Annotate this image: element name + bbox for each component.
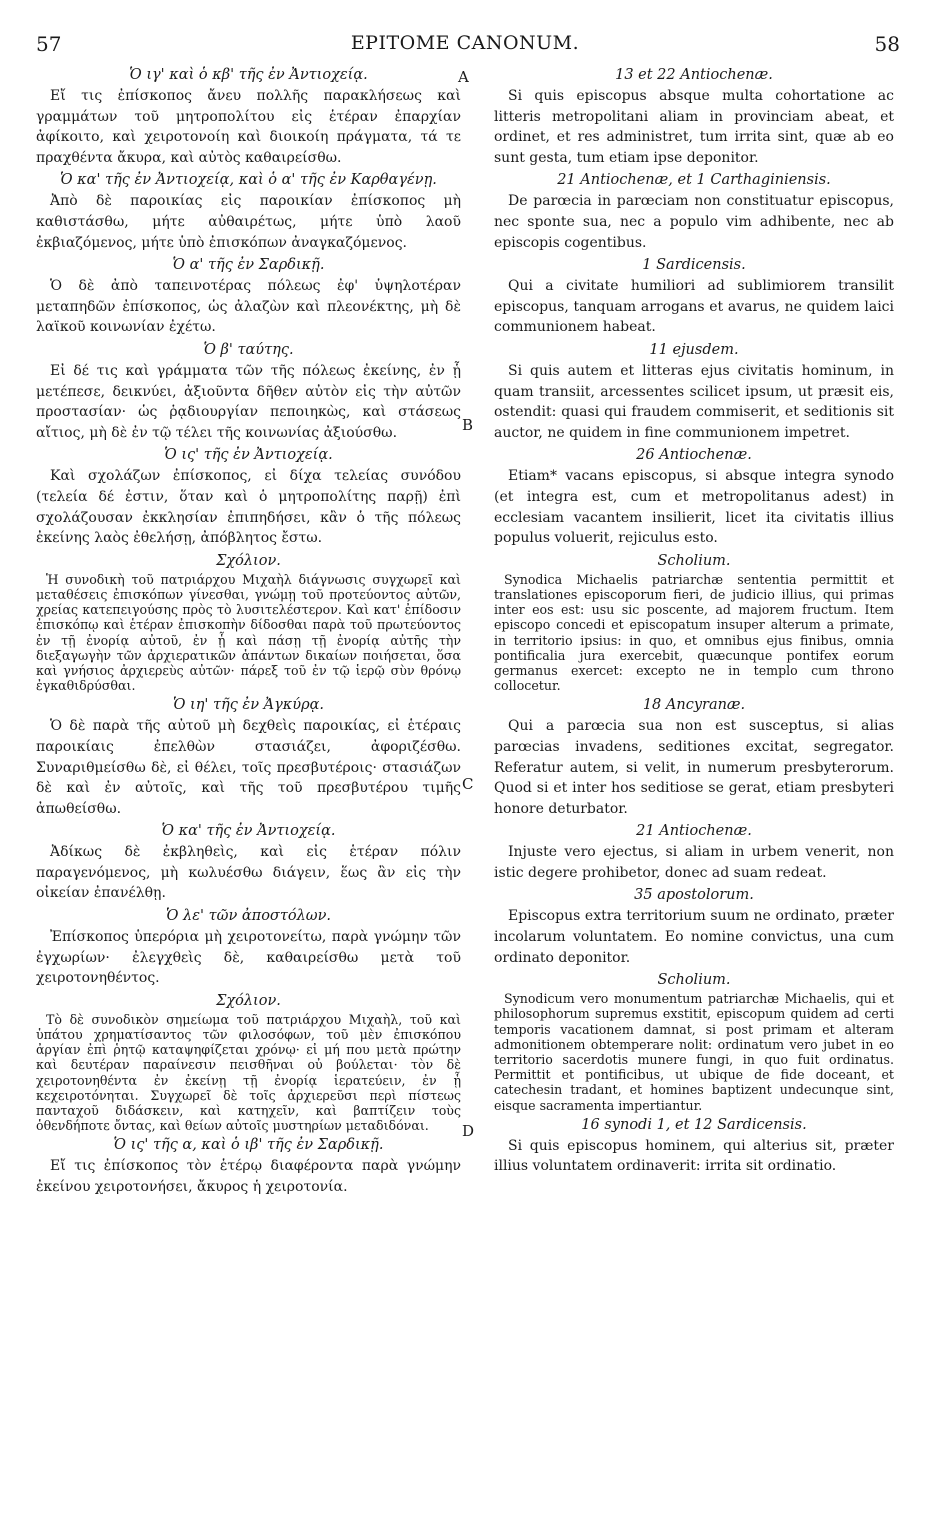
latin-scholium	[494, 552, 894, 694]
page-number-left: 57	[36, 32, 62, 56]
section-title: Ὁ β' ταύτης.	[203, 341, 294, 358]
section-text: Ὁ δὲ παρὰ τῆς αὐτοῦ μὴ δεχθεὶς παροικίας, εἰ ἑτέραις παροικίαις ἐπελθὼν στασιάζει, ἀφοριζέσθω. Συναριθμείσθω δὲ, εἰ θέλει, τοῖς πρεσβυτέροις· στασιάζων δὲ καὶ ἐν αὐτοῖς, καὶ τῆς τοῦ πρεσβυτέρου τιμῆς ἀπωθείσθω.	[36, 718, 461, 817]
greek-section	[36, 256, 461, 338]
page-number-right: 58	[874, 32, 900, 56]
latin-column	[494, 64, 894, 1180]
latin-section	[494, 341, 894, 443]
section-title: 11 ejusdem.	[649, 341, 739, 358]
latin-scholium	[494, 971, 894, 1113]
greek-section	[36, 907, 461, 989]
latin-section	[494, 1116, 894, 1177]
section-text: Ἀπὸ δὲ παροικίας εἰς παροικίαν ἐπίσκοπος μὴ καθιστάσθω, μήτε αὐθαιρέτως, μήτε ὑπὸ λαοῦ ἐκβιαζόμενος, μήτε ὑπὸ ἐπισκόπων ἀναγκαζόμενος.	[36, 193, 461, 251]
section-title: 16 synodi 1, et 12 Sardicensis.	[581, 1116, 807, 1133]
section-text: Qui a parœcia sua non est susceptus, si alias parœcias invadens, seditiones excitat, segregator. Referatur autem, si velit, in numerum presbyterorum. Quod si et inter hos seditiose se gerat, etiam presbyteri honore deturbator.	[494, 718, 894, 817]
section-title: Ὁ κα' τῆς ἐν Ἀντιοχείᾳ, καὶ ὁ α' τῆς ἐν Καρθαγένῃ.	[60, 172, 437, 189]
greek-section	[36, 1136, 461, 1197]
section-text: Si quis episcopus absque multa cohortatione ac litteris metropolitani aliam in provinciam abeat, et ordinet, et res administret, tum irrita sint, quæ ab eo sunt gesta, tum etiam ipse deponitor.	[494, 88, 894, 166]
section-text: Si quis autem et litteras ejus civitatis hominum, in quam transiit, arcessentes scilicet ipsum, ut præsit eis, ostendit: quasi qui fraudem commiserit, et seditionis sit auctor, ne quidem in fine communionem impetret.	[494, 362, 894, 441]
section-title: Ὁ ιη' τῆς ἐν Ἀγκύρᾳ.	[172, 697, 325, 714]
latin-section	[494, 886, 894, 968]
scholium-title: Σχόλιον.	[216, 992, 281, 1009]
section-text: Ἀδίκως δὲ ἐκβληθεὶς, καὶ εἰς ἑτέραν πόλιν παραγενόμενος, μὴ κωλυέσθω διάγειν, ἕως ἂν εἰς τὴν οἰκείαν ἐπανέλθῃ.	[36, 844, 461, 902]
section-title: 13 et 22 Antiochenæ.	[615, 67, 773, 83]
latin-section	[494, 66, 894, 168]
running-title: EPITOME CANONUM.	[350, 32, 580, 54]
section-text: Episcopus extra territorium suum ne ordinato, præter incolarum voluntatem. Eo nomine convictus, una cum ordinato deponitor.	[494, 908, 894, 966]
section-title: 21 Antiochenæ.	[636, 823, 752, 840]
section-text: Εἰ δέ τις καὶ γράμματα τῶν τῆς πόλεως ἐκείνης, ἐν ᾗ μετέπεσε, δεικνύει, ἀξιοῦντα δῆθεν αὐτὸν εἰς τὴν αὐτῶν προστασίαν· ὡς ῥᾳδιουργίαν πεποιηκὼς, καὶ στάσεως αἴτιος, μὴ δὲ ἐν τῷ τέλει τῆς κοινωνίας ἀξιούσθω.	[36, 362, 461, 441]
scholium-text: Synodicum vero monumentum patriarchæ Michaelis, qui et philosophorum supremus exstitit, episcopum quidem ad certi temporis vacationem damnat, si post primam et alteram admonitionem obtemperare nolit: ordinatum vero jubet in eo territorio sacerdotis munere fungi, in quo fuit ordinatus. Permittit et pontificibus, ut ubique de fide doceant, et catechesin tradant, et homines baptizent undecunque sint, eisque sacramenta impertiantur.	[494, 991, 894, 1113]
section-text: Εἴ τις ἐπίσκοπος τὸν ἑτέρῳ διαφέροντα παρὰ γνώμην ἐκείνου χειροτονήσει, ἄκυρος ἡ χειροτονία.	[36, 1158, 461, 1196]
section-title: Ὁ ιγ' καὶ ὁ κβ' τῆς ἐν Ἀντιοχείᾳ.	[129, 67, 368, 83]
greek-scholium	[36, 552, 461, 694]
section-text: Si quis episcopus hominem, qui alterius sit, præter illius voluntatem ordinaverit: irrita sit ordinatio.	[494, 1137, 894, 1175]
latin-section	[494, 446, 894, 548]
section-title: Ὁ α' τῆς ἐν Σαρδικῇ.	[172, 257, 325, 274]
latin-section	[494, 256, 894, 338]
scholium-title: Scholium.	[657, 552, 731, 569]
margin-letter-b: B	[462, 416, 474, 434]
section-title: 35 apostolorum.	[634, 887, 754, 904]
greek-section	[36, 66, 461, 168]
scholium-title: Σχόλιον.	[216, 552, 281, 569]
section-title: Ὁ ις' τῆς α, καὶ ὁ ιβ' τῆς ἐν Σαρδικῇ.	[113, 1137, 384, 1154]
greek-section	[36, 171, 461, 253]
section-title: 26 Antiochenæ.	[636, 447, 752, 464]
latin-section	[494, 171, 894, 253]
latin-section	[494, 696, 894, 819]
section-title: 1 Sardicensis.	[642, 257, 746, 274]
section-text: De parœcia in parœciam non constituatur episcopus, nec sponte sua, nec a populo vim adhibente, nec ab episcopis cogentibus.	[494, 193, 894, 251]
section-text: Etiam* vacans episcopus, si absque integra synodo (et integra est, cum et metropolitanus adest) in ecclesiam vacantem insilierit, licet ita civitatis illius populus voluerit, rejiculus esto.	[494, 468, 894, 547]
greek-section	[36, 696, 461, 819]
greek-section	[36, 822, 461, 904]
greek-column	[36, 64, 461, 1201]
latin-section	[494, 822, 894, 883]
section-text: Qui a civitate humiliori ad sublimiorem transilit episcopus, tanquam arrogans et avarus, ne quidem laici communionem habeat.	[494, 278, 894, 336]
margin-letter-a: A	[458, 68, 469, 86]
section-title: Ὁ λε' τῶν ἀποστόλων.	[165, 908, 332, 925]
section-title: Ὁ κα' τῆς ἐν Ἀντιοχείᾳ.	[161, 823, 336, 840]
margin-letter-d: D	[462, 1122, 475, 1140]
section-text: Ὁ δὲ ἀπὸ ταπεινοτέρας πόλεως ἐφ' ὑψηλοτέραν μεταπηδῶν ἐπίσκοπος, ὡς ἀλαζὼν καὶ πλεονέκτης, μὴ δὲ λαϊκοῦ κοινωνίαν ἐχέτω.	[36, 278, 461, 336]
scholium-text: Τὸ δὲ συνοδικὸν σημείωμα τοῦ πατριάρχου Μιχαὴλ, τοῦ καὶ ὑπάτου χρηματίσαντος τῶν φιλοσόφων, τοῦ μὲν ἐπισκόπου ἀργίαν ἐπὶ ῥητῷ καταψηφίζεται χρόνῳ· εἰ μή που μετὰ πρώτην καὶ δευτέραν παραίνεσιν πεισθῆναι οὐ βούλεται· τὸν δὲ χειροτονηθέντα ἐν ἐκείνῃ τῇ ἐνορίᾳ ἱερατεύειν, ἐν ᾗ κεχειροτόνηται. Συγχωρεῖ δὲ τοῖς ἀρχιερεῦσι περὶ πίστεως πανταχοῦ διδάσκειν, καὶ κατηχεῖν, καὶ βαπτίζειν τοὺς ὁθενδήποτε ὄντας, καὶ θείων αὐτοῖς μυστηρίων μεταδιδόναι.	[36, 1011, 461, 1134]
scholium-title: Scholium.	[657, 972, 731, 989]
section-title: 21 Antiochenæ, et 1 Carthaginiensis.	[557, 172, 831, 189]
page-header	[30, 32, 900, 58]
section-text: Injuste vero ejectus, si aliam in urbem venerit, non istic degere prohibetor, donec ad suam redeat.	[494, 844, 894, 881]
section-text: Ἐπίσκοπος ὑπερόρια μὴ χειροτονείτω, παρὰ γνώμην τῶν ἐγχωρίων· ἐλεγχθεὶς δὲ, καθαιρείσθω μετὰ τοῦ χειροτονηθέντος.	[36, 929, 461, 987]
scholium-text: Ἡ συνοδικὴ τοῦ πατριάρχου Μιχαὴλ διάγνωσις συγχωρεῖ καὶ μεταθέσεις ἐπισκόπων γίνεσθαι, γνώμῃ τοῦ προτεύοντος αὐτῶν, χρείας κατεπειγούσης πρὸς τὸ λυσιτελέστερον. Καὶ κατ' ἐπίδοσιν ἐπισκόπῳ καὶ ἑτέραν ἐπισκοπὴν δίδοσθαι παρὰ τοῦ πρωτεύοντος ἐν τῇ ἐνορίᾳ αὐτοῦ, ἐν ᾗ καὶ πάσῃ τῇ ἐνορίᾳ αὐτῆς τὴν διεξαγωγὴν τῶν ἀρχιερατικῶν ἁπάντων δικαίων ποιήσεται, ὅσα καὶ γνήσιος ἀρχιερεὺς αὐτῶν· πάρεξ τοῦ ἐν τῷ ἱερῷ σὺν θρόνῳ ἐγκαθιδρύσθαι.	[36, 571, 461, 694]
margin-letter-c: C	[462, 775, 474, 793]
section-text: Εἴ τις ἐπίσκοπος ἄνευ πολλῆς παρακλήσεως καὶ γραμμάτων τοῦ μητροπολίτου εἰς ἑτέραν ἐπαρχίαν ἀφίκοιτο, καὶ χειροτονοίη καὶ διοικοίη πράγματα, τά τε πραχθέντα ἄκυρα, καὶ αὐτὸς καθαιρείσθω.	[36, 88, 461, 166]
section-title: 18 Ancyranæ.	[642, 697, 746, 714]
greek-section	[36, 341, 461, 443]
greek-section	[36, 446, 461, 548]
scholium-text: Synodica Michaelis patriarchæ sententia permittit et translationes episcoporum fieri, de judicio illius, qui primas inter eos est: usu sic poscente, ad majorem fructum. Item episcopo concedi et episcopatum insuper alterum a primate, in territorio ipsius: in quo, et omnibus ejus finibus, omnia pontificalia jura exercebit, quæcunque pontifex eorum germanus exercet: excepto ne in templo cum throno collocetur.	[494, 571, 894, 694]
section-title: Ὁ ις' τῆς ἐν Ἀντιοχείᾳ.	[164, 447, 333, 464]
section-text: Καὶ σχολάζων ἐπίσκοπος, εἰ δίχα τελείας συνόδου (τελεία δέ ἐστιν, ὅταν καὶ ὁ μητροπολίτης παρῇ) ἐπὶ σχολάζουσαν ἐκκλησίαν ἐπιπηδήσει, κἂν ὁ τῆς πόλεως ἐκείνης λαὸς ἐθελήσῃ, ἀπόβλητος ἔστω.	[36, 468, 461, 547]
greek-scholium	[36, 992, 461, 1134]
